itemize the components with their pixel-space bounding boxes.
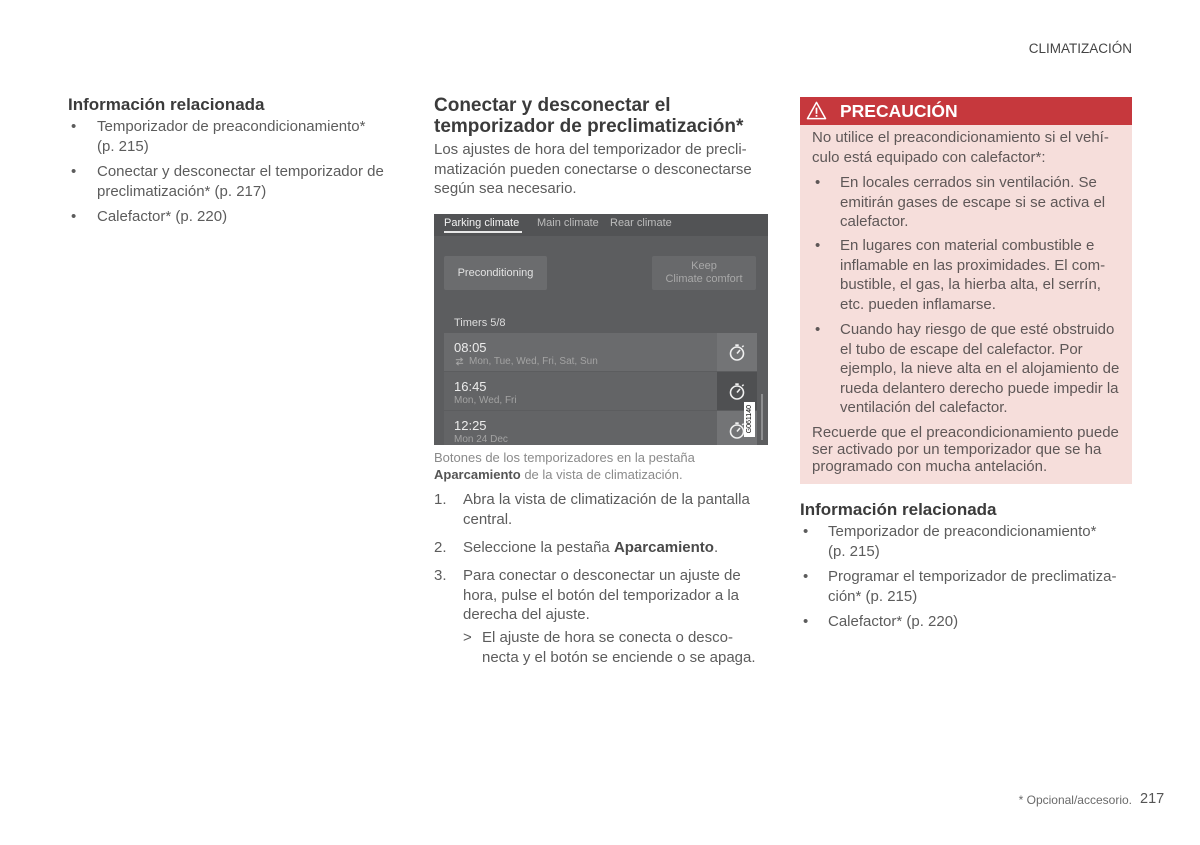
timer-days: Mon 24 Dec (454, 434, 508, 445)
related-info-list (800, 522, 1132, 632)
timers-count-label: Timers 5/8 (454, 317, 506, 329)
keep-climate-comfort-button: Keep Climate comfort (652, 256, 756, 290)
caution-title: PRECAUCIÓN (840, 101, 958, 121)
timer-row (444, 372, 717, 410)
related-info-heading: Información relacionada (68, 95, 265, 114)
related-info-list (68, 117, 398, 227)
timer-days: Mon, Wed, Fri (454, 395, 517, 406)
climate-screen-figure (434, 214, 768, 445)
left-related-info (68, 95, 398, 233)
timer-time: 08:05 (454, 340, 487, 355)
caution-item: • En lugares con material combustible e inflamable en las proximidades. El com- bustible, el gas, la hierba alta, el serrín, etc. pueden inflamarse. (812, 236, 1105, 314)
step-text-before: Seleccione la pestaña (463, 539, 614, 557)
caption-emphasis: Aparcamiento (434, 466, 521, 482)
related-info-heading: Información relacionada (800, 500, 997, 519)
figure-caption (434, 449, 695, 483)
repeat-icon (454, 356, 465, 367)
section-title: CLIMATIZACIÓN (1028, 41, 1132, 56)
intro-paragraph: Los ajustes de hora del temporizador de precli- matización pueden conectarse o desconectarse según sea necesario. (434, 141, 752, 198)
timer-toggle-button (717, 333, 757, 371)
caption-line1: Botones de los temporizadores en la pestaña (434, 449, 695, 465)
related-info-item: • Conectar y desconectar el temporizador de preclimatización* (p. 217) (68, 162, 398, 201)
timer-time: 12:25 (454, 418, 487, 433)
step-emphasis: Aparcamiento (613, 539, 714, 557)
caution-box (800, 97, 1132, 484)
caution-note: Recuerde que el preacondicionamiento puede ser activado por un temporizador que se ha programado con mucha antelación. (812, 423, 1119, 475)
step-text-after: . (713, 539, 719, 557)
step-number: 2. (434, 539, 447, 557)
caution-intro: No utilice el preacondicionamiento si el vehí- culo está equipado con calefactor*: (812, 129, 1109, 166)
timer-days: Mon, Tue, Wed, Fri, Sat, Sun (469, 356, 598, 367)
step-result (463, 628, 756, 687)
caution-item: • Cuando hay riesgo de que esté obstruido el tubo de escape del calefactor. Por ejemplo, la nieve alta en el alojamiento de rueda delantero derecho puede impedir la ventilación del calefactor. (812, 320, 1119, 418)
section-heading: Conectar y desconectar el temporizador de preclimatización* (434, 94, 744, 137)
related-info-item: • Temporizador de preacondicionamiento* (p. 215) (800, 522, 1132, 561)
step-number: 3. (434, 567, 447, 585)
timer-time: 16:45 (454, 379, 487, 394)
stopwatch-icon (727, 381, 747, 401)
image-code-text: G061140 (746, 405, 753, 434)
caution-item: • En locales cerrados sin ventilación. Se emitirán gases de escape si se activa el calefactor. (812, 173, 1105, 232)
active-tab-indicator (444, 231, 522, 233)
step-text: Abra la vista de climatización de la pantalla central. (463, 491, 750, 528)
timer-row (444, 411, 717, 445)
result-text: El ajuste de hora se conecta o desco- necta y el botón se enciende o se apaga. (482, 629, 756, 666)
result-marker: > (463, 629, 472, 647)
right-related-info (800, 500, 1132, 638)
step-text (463, 538, 718, 558)
tab-parking-climate: Parking climate (444, 217, 520, 229)
step-item (434, 566, 741, 625)
timer-row (444, 333, 717, 371)
step-number: 1. (434, 491, 447, 509)
tab-main-climate: Main climate (537, 217, 599, 229)
caption-line2: de la vista de climatización. (520, 466, 683, 482)
related-info-item: • Programar el temporizador de preclimatiza- ción* (p. 215) (800, 567, 1132, 606)
image-reference-code (744, 402, 755, 437)
page-number: 217 (1140, 791, 1165, 807)
related-info-item: • Temporizador de preacondicionamiento* (p. 215) (68, 117, 398, 156)
step-text: Para conectar o desconectar un ajuste de hora, pulse el botón del temporizador a la derecha del ajuste. (463, 567, 741, 624)
preconditioning-button: Preconditioning (444, 256, 547, 290)
related-info-item: • Calefactor* (p. 220) (800, 612, 1132, 632)
stopwatch-icon (727, 342, 747, 362)
timer-list-scrollbar (761, 394, 763, 440)
footnote: * Opcional/accesorio. (1018, 793, 1132, 807)
related-info-item: • Calefactor* (p. 220) (68, 207, 398, 227)
warning-triangle-icon (806, 101, 827, 120)
tab-rear-climate: Rear climate (610, 217, 672, 229)
